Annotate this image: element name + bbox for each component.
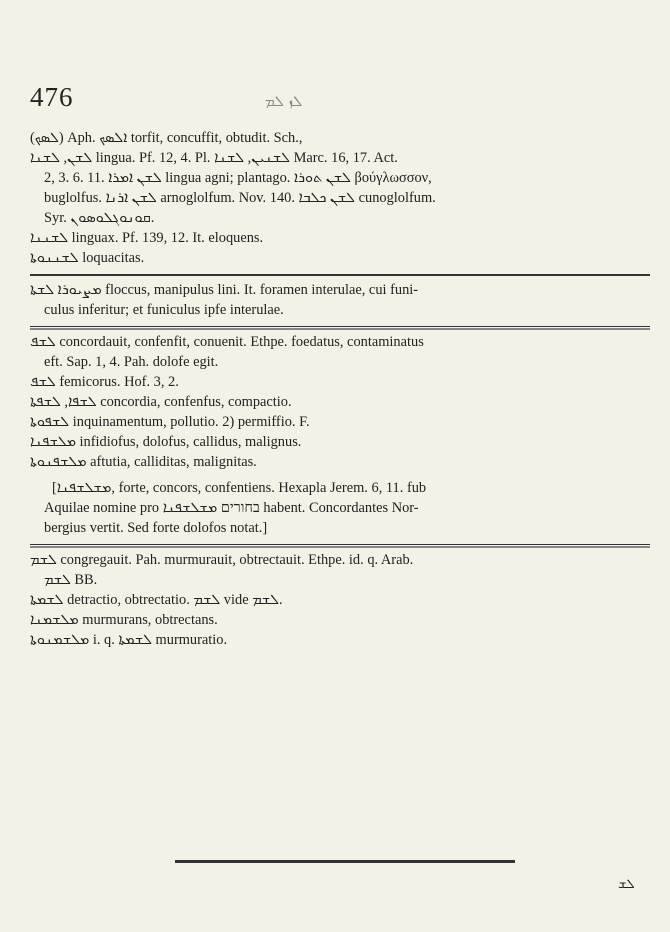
entry-line: ܠܫܡܬܐ detractio, obtrectatio. ܠܫܡ vide ܠܫܡ. — [30, 592, 283, 608]
page-number: 476 — [30, 82, 74, 112]
entry-line: ܠܫܦ femicorus. Hof. 3, 2. — [30, 374, 179, 390]
dictionary-entries — [30, 128, 650, 650]
entry-line: ܡܠܫܦܢܐ infidiofus, dolofus, callidus, malignus. — [30, 434, 302, 450]
entry-line: [ܡܫܠܫܦܢܐ, forte, concors, confentiens. Hexapla Jerem. 6, 11. fub — [52, 480, 427, 496]
entry-line: ܠܫܡ BB. — [44, 572, 98, 588]
section-divider — [30, 326, 650, 328]
entry-line: Syr. ܩܘܢܘܓܠܘܣܘܢ. — [44, 210, 155, 226]
section-divider — [30, 274, 650, 276]
entry-line: ܠܫܢܢܐ linguax. Pf. 139, 12. It. eloquens. — [30, 230, 264, 246]
entry-line: Aquilae nomine pro בחורים ܡܫܠܫܦܢܐ habent. Concordantes Nor- — [44, 500, 419, 516]
entry-line: ܠܫܢܢܘܬܐ loquacitas. — [30, 250, 145, 266]
entry-line: ܠܫܢ, ܠܫܢܐ lingua. Pf. 12, 4. Pl. ܠܫܢܝܢ, ܠܫܢܐ Marc. 16, 17. Act. — [30, 150, 398, 166]
entry-line: ܡܠܫܡܢܘܬܐ i. q. ܠܫܡܬܐ murmuratio. — [30, 632, 228, 648]
running-head: ܠܙ ܠܡ — [265, 92, 303, 110]
entry-line: buglolfus. ܠܫܢ ܐܪܢܐ arnoglolfum. Nov. 140. ܠܫܢ ܟܠܒܐ cunoglolfum. — [44, 190, 436, 206]
entry-line: ܠܫܦܘܬܐ inquinamentum, pollutio. 2) permiffio. F. — [30, 414, 310, 430]
entry-line: bergius vertit. Sed forte dolofos notat.] — [44, 520, 268, 536]
entry-line: eft. Sap. 1, 4. Pah. dolofe egit. — [44, 354, 219, 370]
entry-line: ܠܫܦ concordauit, confenfit, conuenit. Ethpe. foedatus, contaminatus — [30, 334, 424, 350]
entry-line: culus inferitur; et funiculus ipfe interulae. — [44, 302, 284, 318]
page-header — [30, 82, 650, 122]
entry-line: ܡܠܫܦܢܘܬܐ aftutia, calliditas, malignitas. — [30, 454, 257, 470]
entry-line: ܡܠܫܡܢܐ murmurans, obtrectans. — [30, 612, 218, 628]
catchword: ܠܫ — [618, 877, 635, 892]
entry-line: ܠܫܡ congregauit. Pah. murmurauit, obtrectauit. Ethpe. id. q. Arab. — [30, 552, 414, 568]
entry-line: ܠܫܦܐ, ܠܫܦܬܐ concordia, confenfus, compactio. — [30, 394, 292, 410]
entry-line: ܡܨܝܘܪܐ ܠܫܬܐ floccus, manipulus lini. It. foramen interulae, cui funi- — [30, 282, 419, 298]
section-divider — [30, 544, 650, 546]
footer-rule — [175, 860, 515, 863]
entry-line: (ܠܣܟ) Aph. ܐܠܣܟ torfit, concuffit, obtudit. Sch., — [30, 130, 303, 146]
entry-line: 2, 3. 6. 11. ܠܫܢ ܐܡܪܐ lingua agni; plantago. ܠܫܢ ܬܘܪܐ βούγλωσσον, — [44, 170, 432, 186]
